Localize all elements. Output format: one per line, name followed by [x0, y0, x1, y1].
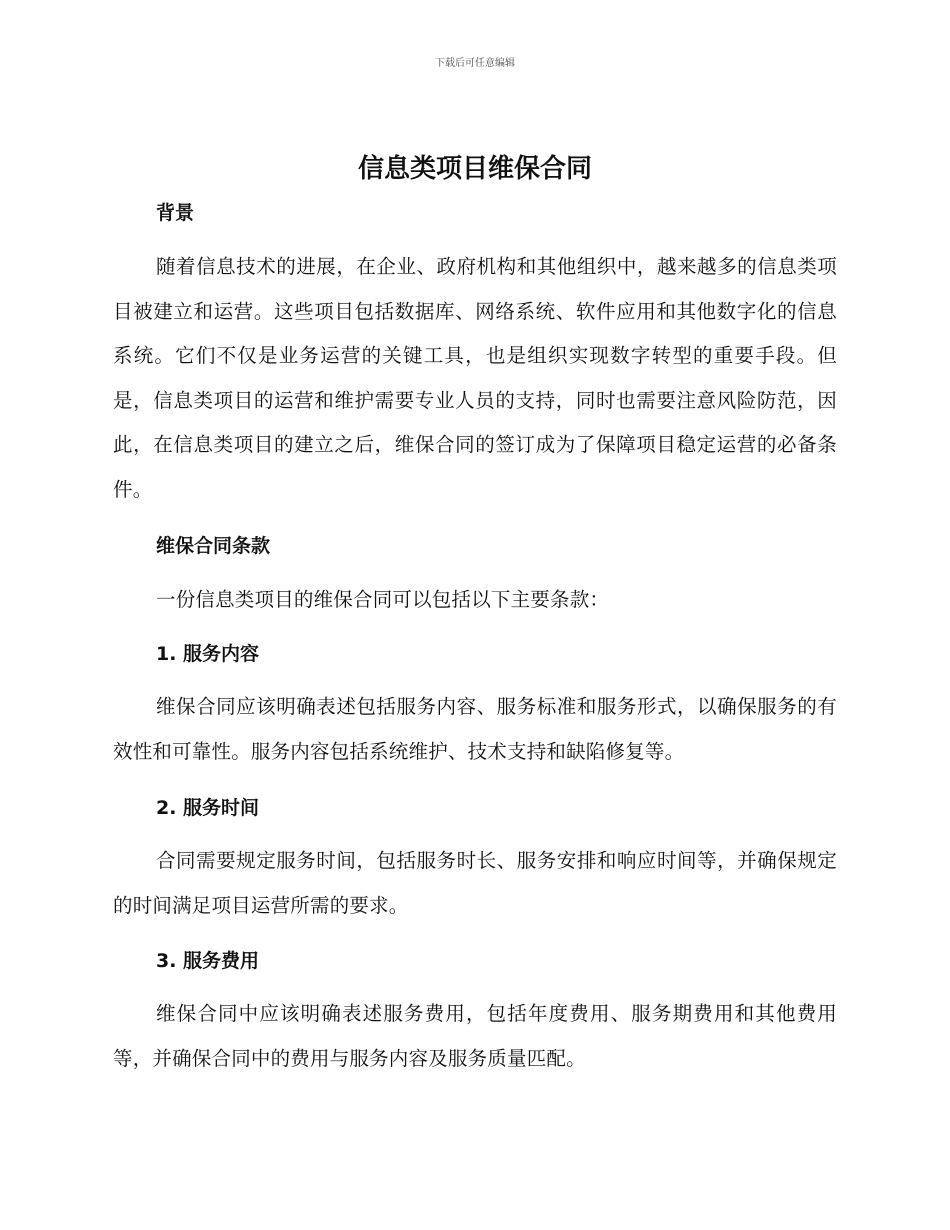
item3-paragraph: 维保合同中应该明确表述服务费用，包括年度费用、服务期费用和其他费用等，并确保合同中的费用与服务内容及服务质量匹配。 [113, 1002, 837, 1070]
item2-heading: 2. 服务时间 [156, 797, 260, 819]
terms-intro-paragraph: 一份信息类项目的维保合同可以包括以下主要条款： [156, 588, 610, 611]
header-note: 下载后可任意编辑 [435, 58, 515, 69]
item1-heading: 1. 服务内容 [156, 643, 260, 665]
document-title: 信息类项目维保合同 [357, 154, 592, 184]
terms-heading: 维保合同条款 [156, 535, 271, 557]
item3-heading: 3. 服务费用 [156, 950, 260, 972]
background-heading: 背景 [156, 202, 195, 224]
item2-paragraph: 合同需要规定服务时间，包括服务时长、服务安排和响应时间等，并确保规定的时间满足项目运营所需的要求。 [113, 849, 837, 917]
background-paragraph: 随着信息技术的进展，在企业、政府机构和其他组织中，越来越多的信息类项目被建立和运营。这些项目包括数据库、网络系统、软件应用和其他数字化的信息系统。它们不仅是业务运营的关键工具，也是组织实现数字转型的重要手段。但是，信息类项目的运营和维护需要专业人员的支持，同时也需要注意风险防范，因此，在信息类项目的建立之后，维保合同的签订成为了保障项目稳定运营的必备条件。 [113, 255, 837, 501]
item1-paragraph: 维保合同应该明确表述包括服务内容、服务标准和服务形式，以确保服务的有效性和可靠性。服务内容包括系统维护、技术支持和缺陷修复等。 [113, 695, 837, 763]
